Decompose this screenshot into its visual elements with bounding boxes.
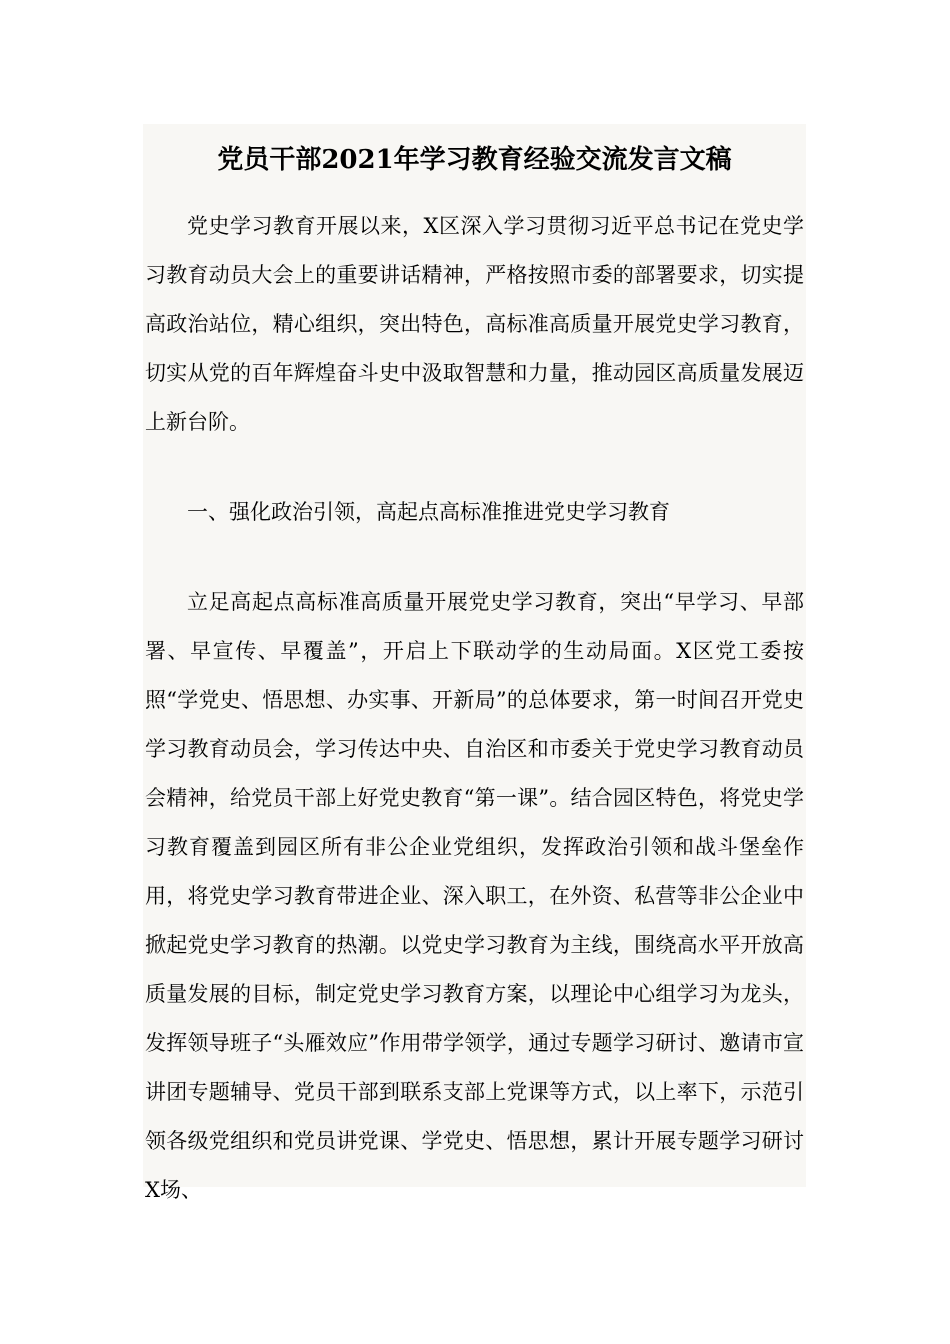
document-page <box>143 124 806 1202</box>
section-heading-1: 一、强化政治引领，高起点高标准推进党史学习教育 <box>187 500 670 524</box>
document-title: 党员干部2021年学习教育经验交流发言文稿 <box>217 145 732 175</box>
document-body <box>143 202 806 1215</box>
intro-paragraph: 党史学习教育开展以来，X区深入学习贯彻习近平总书记在党史学习教育动员大会上的重要讲话精神，严格按照市委的部署要求，切实提高政治站位，精心组织，突出特色，高标准高质量开展党史学习教育，切实从党的百年辉煌奋斗史中汲取智慧和力量，推动园区高质量发展迈上新台阶。 <box>145 214 804 434</box>
section-1-paragraph: 立足高起点高标准高质量开展党史学习教育，突出“早学习、早部署、早宣传、早覆盖”，开启上下联动学的生动局面。X区党工委按照“学党史、悟思想、办实事、开新局”的总体要求，第一时间召开党史学习教育动员会，学习传达中央、自治区和市委关于党史学习教育动员会精神，给党员干部上好党史教育“第一课”。结合园区特色，将党史学习教育覆盖到园区所有非公企业党组织，发挥政治引领和战斗堡垒作用，将党史学习教育带进企业、深入职工，在外资、私营等非公企业中掀起党史学习教育的热潮。以党史学习教育为主线，围绕高水平开放高质量发展的目标，制定党史学习教育方案，以理论中心组学习为龙头，发挥领导班子“头雁效应”作用带学领学，通过专题学习研讨、邀请市宣讲团专题辅导、党员干部到联系支部上党课等方式，以上率下，示范引领各级党组织和党员讲党课、学党史、悟思想，累计开展专题学习研讨X场、 <box>145 590 804 1202</box>
